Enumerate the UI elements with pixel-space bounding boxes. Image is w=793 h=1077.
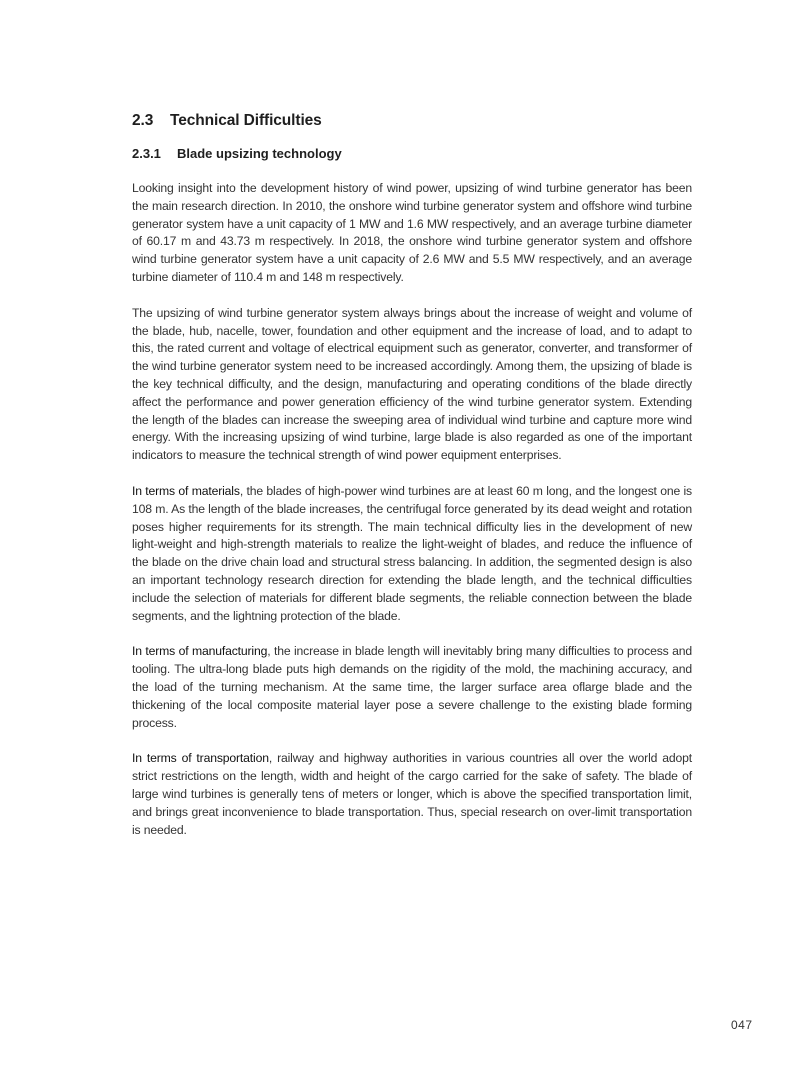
paragraph-transportation	[132, 750, 692, 839]
paragraph-lead: In terms of manufacturing	[132, 644, 268, 659]
paragraph-history	[132, 180, 692, 287]
paragraph-text: , the blades of high-power wind turbines are at least 60 m long, and the longest one is 108 m. As the length of the blade increases, the centrifugal force generated by its dead weight and rotation poses higher requirements for its strength. The main technical difficulty lies in the development of new light-weight and high-strength materials to realize the light-weight of blades, and reduce the influence of the blade on the drive chain load and structural stress balancing. In addition, the segmented design is also an important technology research direction for extending the blade length, and the technical difficulties include the selection of materials for different blade segments, the reliable connection between the blade segments, and the lightning protection of the blade.	[132, 483, 692, 623]
paragraph-text: , the increase in blade length will inevitably bring many difficulties to process and tooling. The ultra-long blade puts high demands on the rigidity of the mold, the machining accuracy, and the load of the turning mechanism. At the same time, the larger surface area oflarge blade and the thickening of the local composite material layer pose a severe challenge to the existing blade forming process.	[132, 644, 693, 730]
page-content	[132, 111, 692, 839]
paragraph-lead: In terms of materials	[132, 483, 240, 498]
paragraph-upsizing-effects	[132, 305, 692, 465]
page-number: 047	[731, 1018, 753, 1032]
paragraph-manufacturing	[132, 643, 692, 732]
section-number: 2.3	[132, 112, 154, 129]
section-heading	[132, 111, 692, 131]
paragraph-text: The upsizing of wind turbine generator system always brings about the increase of weight and volume of the blade, hub, nacelle, tower, foundation and other equipment and the increase of load, and to adapt to this, the rated current and voltage of electrical equipment such as generator, converter, and transformer of the wind turbine generator system need to be increased accordingly. Among them, the upsizing of blade is the key technical difficulty, and the design, manufacturing and operating conditions of the blade directly affect the performance and power generation efficiency of the wind turbine generator system. Extending the length of the blades can increase the sweeping area of individual wind turbine and capture more wind energy. With the increasing upsizing of wind turbine, large blade is also regarded as one of the important indicators to measure the technical strength of wind power equipment enterprises.	[132, 305, 692, 463]
paragraph-materials	[132, 483, 692, 625]
paragraph-lead: In terms of transportation	[132, 751, 269, 766]
section-title: Technical Difficulties	[170, 112, 322, 129]
paragraph-text: Looking insight into the development history of wind power, upsizing of wind turbine generator has been the main research direction. In 2010, the onshore wind turbine generator system and offshore wind turbine generator system have a unit capacity of 1 MW and 1.6 MW respectively, and an average turbine diameter of 60.17 m and 43.73 m respectively. In 2018, the onshore wind turbine generator system and offshore wind turbine generator system have a unit capacity of 2.6 MW and 5.5 MW respectively, and an average turbine diameter of 110.4 m and 148 m respectively.	[132, 181, 692, 284]
subsection-number: 2.3.1	[132, 146, 161, 161]
subsection-title: Blade upsizing technology	[177, 146, 342, 161]
paragraph-text: , railway and highway authorities in various countries all over the world adopt strict restrictions on the length, width and height of the cargo carried for the sake of safety. The blade of large wind turbines is generally tens of meters or longer, which is above the specified transportation limit, and brings great inconvenience to blade transportation. Thus, special research on over-limit transportation is needed.	[132, 751, 692, 837]
subsection-heading	[132, 145, 692, 163]
